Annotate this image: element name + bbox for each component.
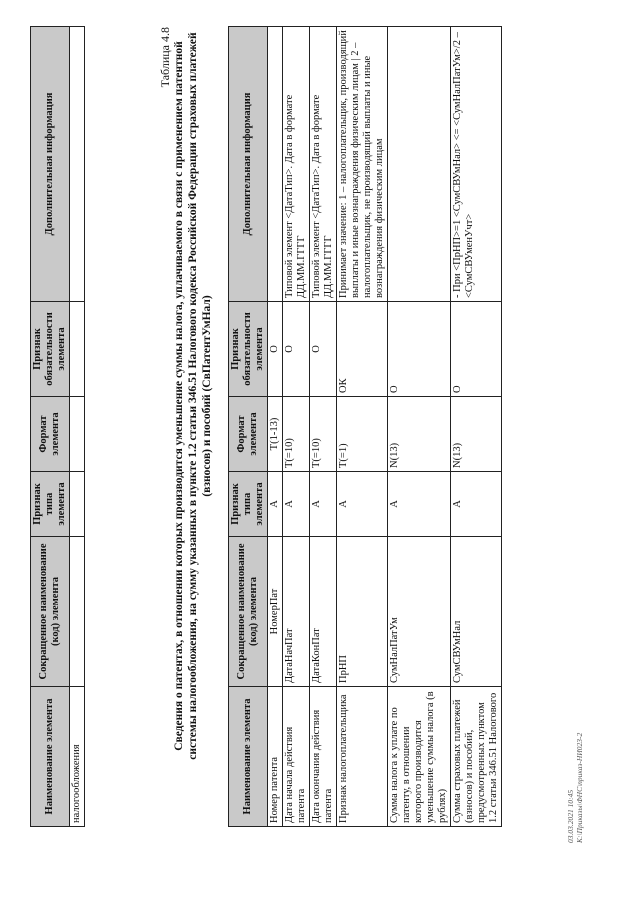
header-cell: Дополнительная информация: [31, 27, 70, 302]
table-cell: Сумма налога к уплате по патенту, в отношении которого производится уменьшение суммы налога (в рублях): [388, 687, 451, 827]
table-cell: [70, 537, 85, 687]
table-row: [388, 27, 451, 827]
table-title: Таблица 4.8: [158, 27, 172, 88]
header-cell: Сокращенное наименование (код) элемента: [31, 537, 70, 687]
table-cell: N(13): [451, 397, 502, 472]
table-cell: А: [451, 472, 502, 537]
table-cell: [70, 302, 85, 397]
table-cell: А: [283, 472, 310, 537]
header-cell: Признак обязательности элемента: [31, 302, 70, 397]
table-cell: Дата начала действия патента: [283, 687, 310, 827]
table-cell: Сумма страховых платежей (взносов) и пособий, предусмотренных пунктом 1.2 статьи 346.51 Налогового: [451, 687, 502, 827]
table-cell: Номер патента: [268, 687, 283, 827]
table-cell: ОК: [337, 302, 388, 397]
header-cell: Сокращенное наименование (код) элемента: [229, 537, 268, 687]
table-cell: Принимает значение: 1 – налогоплательщик, производящий выплаты и иные вознаграждения физическим лицам | 2 – налогоплательщик, не производящий выплаты и иные вознаграждения физическим лицам: [337, 27, 388, 302]
main-table: [228, 26, 502, 827]
table-cell: ДатаНачПат: [283, 537, 310, 687]
footer-path: К:\Приказы\ФНС\приказ-НИ023-2: [575, 732, 584, 843]
table-cell: О: [388, 302, 451, 397]
footer-stamp: [566, 733, 584, 843]
header-cell: Признак типа элемента: [229, 472, 268, 537]
table-cell: [70, 27, 85, 302]
table-cell: О: [451, 302, 502, 397]
table-cell: [70, 397, 85, 472]
top-table: [30, 26, 85, 827]
table-cell: ДатаКонПат: [310, 537, 337, 687]
header-cell: Дополнительная информация: [229, 27, 268, 302]
header-cell: Признак типа элемента: [31, 472, 70, 537]
table-row: [268, 27, 283, 827]
table-cell: налогообложения: [70, 687, 85, 827]
table-cell: [388, 27, 451, 302]
table-cell: [70, 472, 85, 537]
main-table-header-row: [229, 27, 268, 827]
table-row: [70, 27, 85, 827]
table-row: [283, 27, 310, 827]
table-cell: О: [310, 302, 337, 397]
footer-date: 03.03.2021 10:45: [566, 789, 575, 843]
table-cell: T(=10): [283, 397, 310, 472]
table-cell: А: [337, 472, 388, 537]
table-cell: T(1-13): [268, 397, 283, 472]
table-cell: - При <ПрНП>=1 <СумСВУмНал> <= <СумНалПатУм>/2 – <СумСВУменУчт>: [451, 27, 502, 302]
table-cell: СумНалПатУм: [388, 537, 451, 687]
table-cell: А: [310, 472, 337, 537]
table-cell: ПрНП: [337, 537, 388, 687]
table-cell: НомерПат: [268, 537, 283, 687]
table-cell: T(=10): [310, 397, 337, 472]
table-cell: T(=1): [337, 397, 388, 472]
table-cell: N(13): [388, 397, 451, 472]
header-cell: Наименование элемента: [229, 687, 268, 827]
top-table-header-row: [31, 27, 70, 827]
table-cell: Признак налогоплательщика: [337, 687, 388, 827]
header-cell: Признак обязательности элемента: [229, 302, 268, 397]
table-cell: СумСВУмНал: [451, 537, 502, 687]
table-cell: О: [268, 302, 283, 397]
table-cell: Дата окончания действия патента: [310, 687, 337, 827]
table-caption: Сведения о патентах, в отношении которых производится уменьшение суммы налога, уплачиваемого в связи с применением патентной системы налогообложения, на сумму указанных в пункте 1.2 статьи 346.51 Налогового кодекса Российской Федерации страховых платежей (взносов) и пособий (СвПатентУмНал): [173, 32, 213, 760]
header-cell: Формат элемента: [31, 397, 70, 472]
table-cell: О: [283, 302, 310, 397]
table-row: [451, 27, 502, 827]
table-cell: Типовой элемент <ДатаТип>. Дата в формате ДД.ММ.ГГГГ: [310, 27, 337, 302]
header-cell: Наименование элемента: [31, 687, 70, 827]
table-row: [310, 27, 337, 827]
table-cell: А: [388, 472, 451, 537]
table-row: [337, 27, 388, 827]
table-cell: [268, 27, 283, 302]
header-cell: Формат элемента: [229, 397, 268, 472]
table-cell: А: [268, 472, 283, 537]
table-cell: Типовой элемент <ДатаТип>. Дата в формате ДД.ММ.ГГГГ: [283, 27, 310, 302]
